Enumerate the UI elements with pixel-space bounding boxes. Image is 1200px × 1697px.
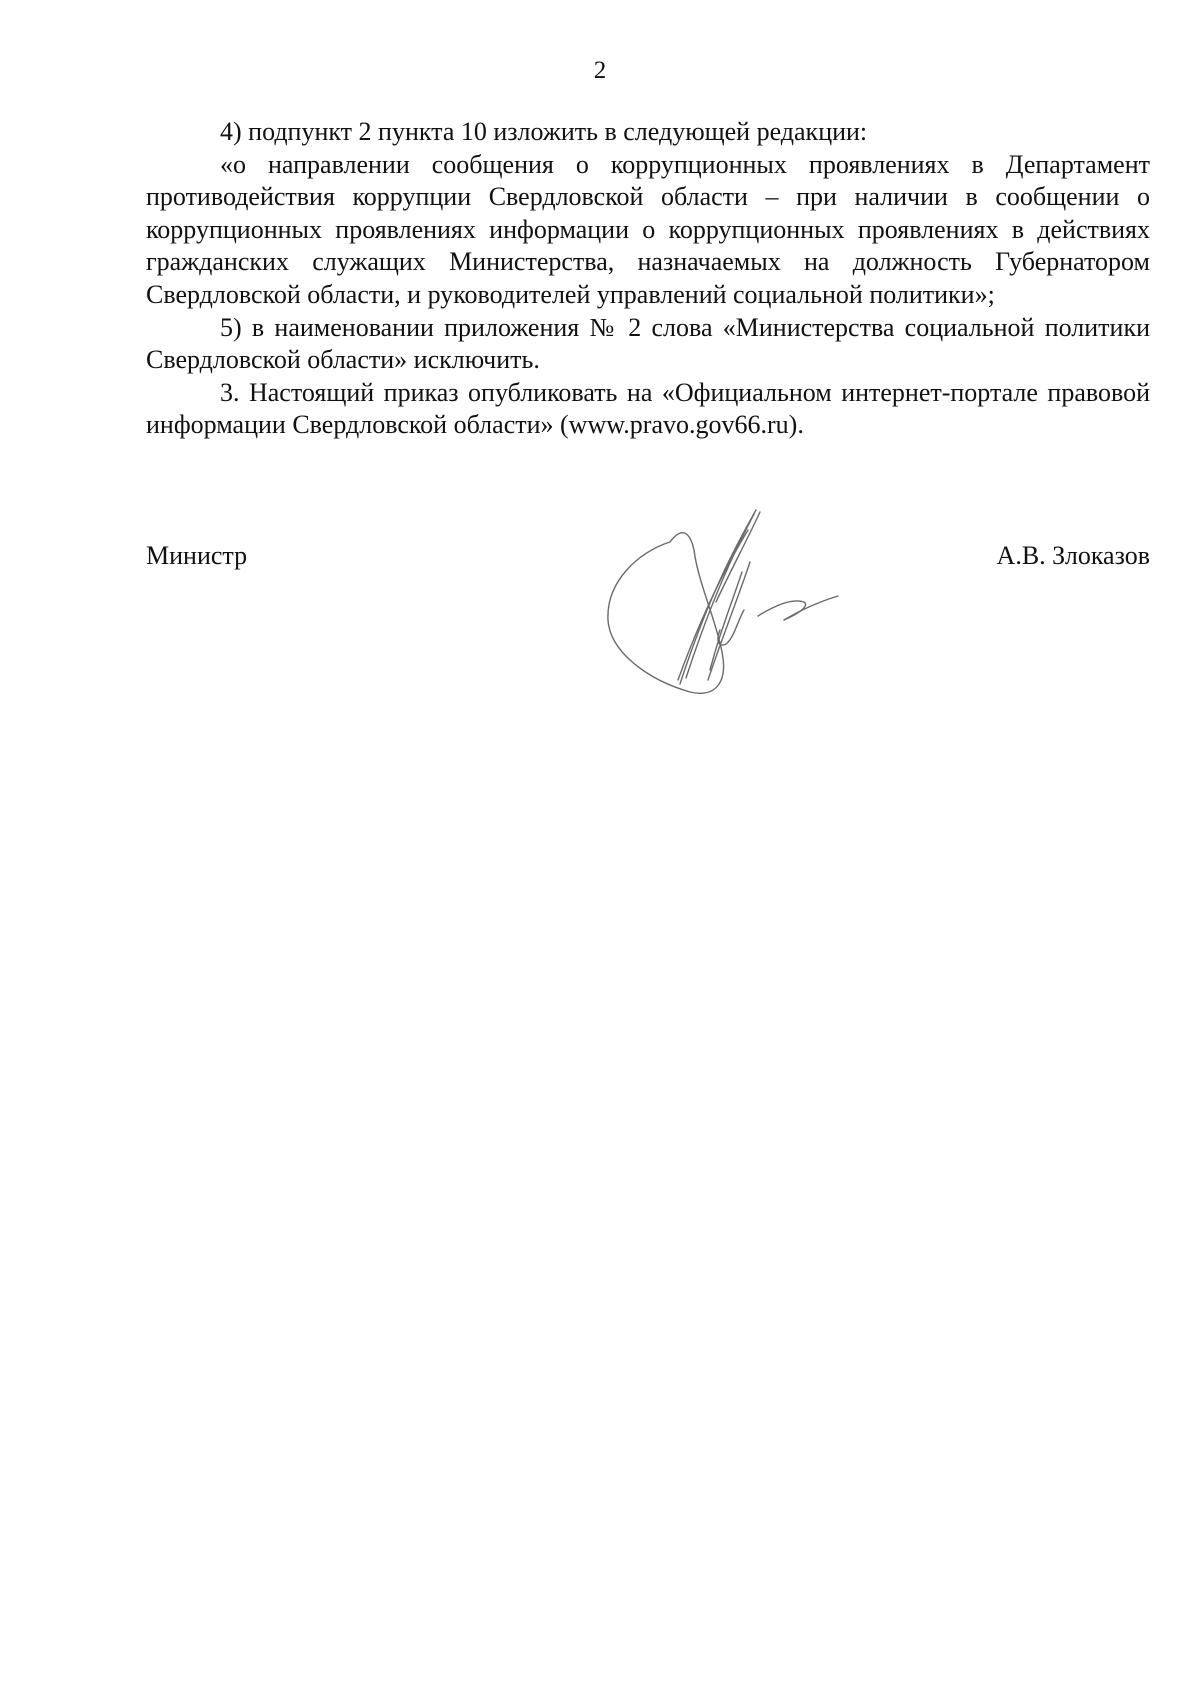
document-body <box>146 116 1150 442</box>
signatory-name: А.В. Злоказов <box>996 541 1150 570</box>
paragraph-clause-3: 3. Настоящий приказ опубликовать на «Официальном интернет-портале правовой информации Свердловской области» (www.pravo.gov66.ru). <box>146 377 1150 440</box>
page-number: 2 <box>593 57 607 84</box>
paragraph-item-5: 5) в наименовании приложения № 2 слова «Министерства социальной политики Свердловской области» исключить. <box>146 312 1150 375</box>
paragraph-item-4: 4) подпункт 2 пункта 10 изложить в следующей редакции: <box>220 117 868 146</box>
handwritten-signature <box>598 502 868 702</box>
signatory-title: Министр <box>146 541 248 570</box>
paragraph-quoted-wording: «о направлении сообщения о коррупционных проявлениях в Департамент противодействия коррупции Свердловской области – при наличии в сообщении о коррупционных проявлениях информации о коррупционных проявлениях в действиях гражданских служащих Министерства, назначаемых на должность Губернатором Свердловской области, и руководителей управлений социальной политики»; <box>146 149 1150 309</box>
